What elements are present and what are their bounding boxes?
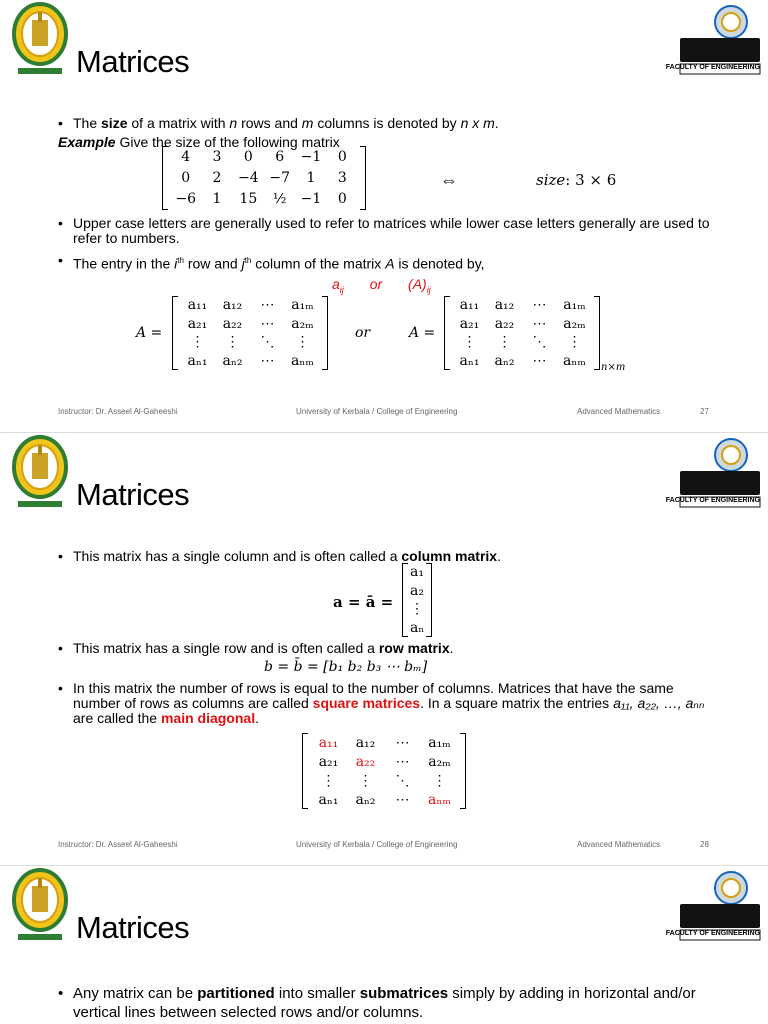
matrix-entry: ⋮ <box>225 334 240 351</box>
matrix-entry: ⋯ <box>260 297 275 314</box>
matrix-entry: ⋱ <box>395 772 410 789</box>
example-line: Example Give the size of the following matrix <box>58 134 340 150</box>
aij-notation: $a_{ij}$ or $(A)_{ij}$ <box>332 276 431 295</box>
matrix-entry: aₙₘ <box>428 791 451 808</box>
iff-symbol: ⇔ <box>440 170 458 190</box>
faculty-logo-text: FACULTY OF ENGINEERING <box>665 497 760 504</box>
matrix-entry: a₂ₘ <box>291 315 314 332</box>
slide-title: Matrices <box>76 44 190 79</box>
matrix-entry: ⋮ <box>462 334 477 351</box>
matrix-entry: ⋮ <box>567 334 582 351</box>
or-text: or <box>355 325 371 341</box>
matrix-entry: ⋯ <box>395 753 410 770</box>
matrix-entry: aₙ₂ <box>222 352 243 369</box>
matrix-entry: a₂₁ <box>187 315 208 332</box>
matrix-entry: a₂ₘ <box>428 753 451 770</box>
matrix-entry: a₁₂ <box>494 297 515 314</box>
university-logo <box>10 868 70 946</box>
matrix-entry: aₙₘ <box>563 352 586 369</box>
matrix-entry: ⋮ <box>358 772 373 789</box>
bullet-row-matrix: • This matrix has a single row and is often called a row matrix. <box>58 640 454 656</box>
matrix-entry: 3 <box>337 170 347 186</box>
matrix-entry: −7 <box>269 170 290 186</box>
matrix-entry: 4 <box>181 148 191 165</box>
matrix-entry: a₁₁ <box>187 297 208 314</box>
general-matrix-left <box>172 296 328 370</box>
matrix-entry: 0 <box>243 148 253 165</box>
matrix-entry: a₁ <box>410 564 424 581</box>
matrix-entry: ⋮ <box>190 334 205 351</box>
matrix-entry: 0 <box>181 170 191 186</box>
matrix-entry: ⋯ <box>532 352 547 369</box>
footer-instructor: Instructor: Dr. Asseel Al-Gaheeshi <box>58 840 178 849</box>
matrix-entry: −1 <box>300 148 322 165</box>
slide-28 <box>0 433 768 866</box>
matrix-entry: a₁ₘ <box>563 297 586 314</box>
matrix-entry: aₙ₂ <box>355 791 376 808</box>
matrix-entry: ⋮ <box>497 334 512 351</box>
footer-course: Advanced Mathematics <box>577 840 661 849</box>
general-matrix-right <box>444 296 600 370</box>
matrix-dimension: n×m <box>601 362 626 373</box>
matrix-entry: 1 <box>212 191 222 208</box>
matrix-entry: aₙₘ <box>291 352 314 369</box>
matrix-entry: a₁₁ <box>318 734 339 751</box>
bullet-column-matrix: • This matrix has a single column and is often called a column matrix. <box>58 548 501 564</box>
bullet-entry: • The entry in the $i^{th}$ row and $j^{th}$ column of the matrix A is denoted by, <box>58 252 485 272</box>
university-logo <box>10 2 70 80</box>
matrix-entry: a₂₂ <box>494 315 515 332</box>
matrix-entry: ⋱ <box>260 334 275 351</box>
slide-title: Matrices <box>76 910 190 945</box>
matrix-entry: a₂₂ <box>355 753 376 770</box>
matrix-entry: a₂₂ <box>222 315 243 332</box>
matrix-entry: aₙ₁ <box>459 352 480 369</box>
bullet-square-matrix: • In this matrix the number of rows is equal to the number of columns. Matrices that have the same number of rows as columns are called square matrices. In a square matrix the entries a₁₁, a₂₂, …, aₙₙ are called the main diagonal. <box>58 680 705 726</box>
matrix-entry: ½ <box>272 191 287 208</box>
matrix-entry: a₂₁ <box>318 753 339 770</box>
matrix-entry: a₂ <box>410 582 424 599</box>
bullet-partition: • Any matrix can be partitioned into smaller submatrices simply by adding in horizontal and/or vertical lines between selected rows and/or columns. <box>58 985 696 1021</box>
footer-university: University of Kerbala / College of Engineering <box>296 840 458 849</box>
A-equals-left: A = <box>136 325 163 341</box>
matrix-entry: ⋯ <box>532 297 547 314</box>
matrix-entry: −6 <box>175 191 196 208</box>
row-matrix: b = b̄ = [b₁ b₂ b₃ ⋯ bₘ] <box>264 659 428 675</box>
matrix-entry: ⋯ <box>260 315 275 332</box>
footer-instructor: Instructor: Dr. Asseel Al-Gaheeshi <box>58 407 178 416</box>
square-matrix <box>302 733 466 809</box>
matrix-entry: 6 <box>275 148 285 165</box>
matrix-entry: 1 <box>306 170 316 186</box>
matrix-entry: ⋮ <box>410 601 424 618</box>
matrix-entry: a₁₂ <box>222 297 243 314</box>
matrix-entry: a₁ₘ <box>428 734 451 751</box>
matrix-entry: ⋮ <box>295 334 310 351</box>
matrix-entry: ⋯ <box>395 791 410 808</box>
matrix-entry: ⋯ <box>260 352 275 369</box>
matrix-entry: −4 <box>238 170 259 186</box>
matrix-entry: 15 <box>239 191 258 208</box>
footer-course: Advanced Mathematics <box>577 407 661 416</box>
matrix-entry: ⋮ <box>432 772 447 789</box>
faculty-logo-text: FACULTY OF ENGINEERING <box>665 64 760 71</box>
matrix-entry: aₙ₁ <box>187 352 208 369</box>
matrix-entry: aₙ₁ <box>318 791 339 808</box>
bullet-size: • The size of a matrix with n rows and m columns is denoted by n x m. <box>58 115 499 131</box>
bullet-uppercase: • Upper case letters are generally used to refer to matrices while lower case letters generally are used to refer to numbers. <box>58 215 710 246</box>
A-equals-right: A = <box>409 325 436 341</box>
university-logo <box>10 435 70 513</box>
slide-27 <box>0 0 768 433</box>
matrix-entry: 3 <box>212 148 222 165</box>
page-number: 27 <box>700 407 709 416</box>
column-matrix <box>402 563 432 637</box>
example-matrix <box>162 146 366 210</box>
matrix-entry: ⋱ <box>532 334 547 351</box>
slide-29 <box>0 866 768 1024</box>
matrix-entry: ⋯ <box>532 315 547 332</box>
matrix-entry: a₂₁ <box>459 315 480 332</box>
page-number: 28 <box>700 840 709 849</box>
matrix-entry: 0 <box>337 191 347 208</box>
matrix-entry: a₁₂ <box>355 734 376 751</box>
matrix-entry: a₁ₘ <box>291 297 314 314</box>
slide-title: Matrices <box>76 477 190 512</box>
footer-university: University of Kerbala / College of Engineering <box>296 407 458 416</box>
faculty-logo-text: FACULTY OF ENGINEERING <box>665 930 760 937</box>
matrix-entry: ⋮ <box>321 772 336 789</box>
matrix-entry: ⋯ <box>395 734 410 751</box>
column-eq: a = ā = <box>333 593 394 611</box>
size-result: size: 3 × 6 <box>536 171 617 189</box>
matrix-entry: aₙ <box>410 619 425 636</box>
matrix-entry: a₂ₘ <box>563 315 586 332</box>
matrix-entry: a₁₁ <box>459 297 480 314</box>
matrix-entry: 2 <box>212 170 222 186</box>
matrix-entry: −1 <box>300 191 322 208</box>
matrix-entry: 0 <box>337 148 347 165</box>
matrix-entry: aₙ₂ <box>494 352 515 369</box>
